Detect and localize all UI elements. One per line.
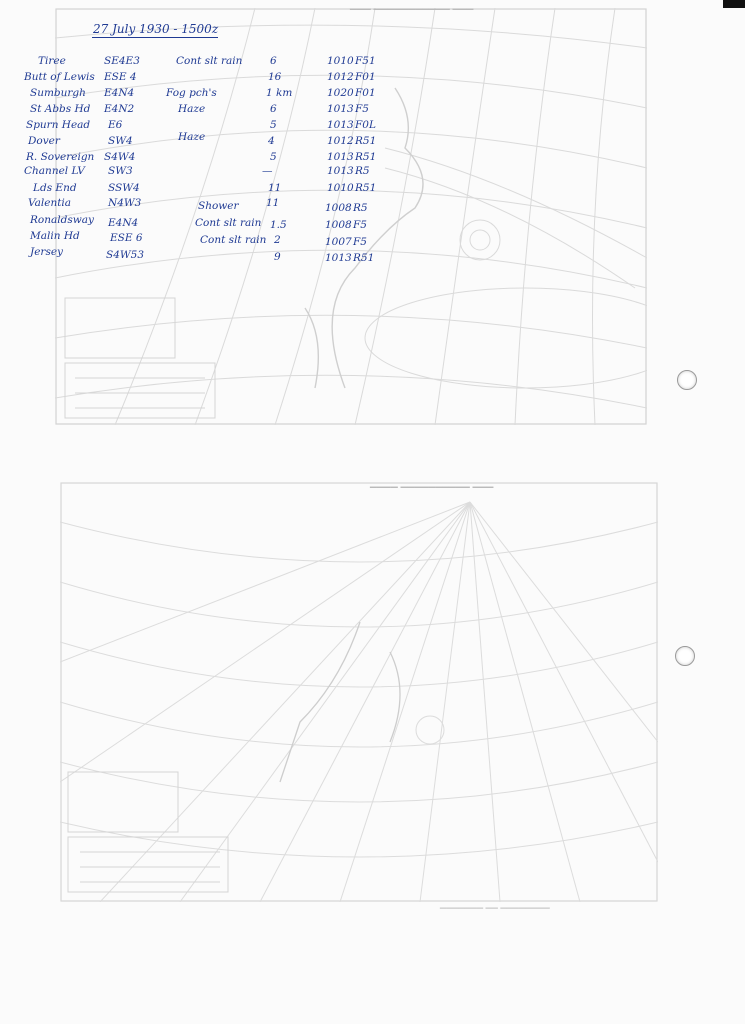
tendency: F51 <box>355 55 376 67</box>
tendency: R51 <box>355 151 377 163</box>
tendency: R5 <box>353 202 368 214</box>
visibility: 11 <box>268 182 282 194</box>
punch-hole-icon <box>675 646 695 666</box>
visibility: 6 <box>270 103 277 115</box>
pressure: 1013 <box>327 119 354 131</box>
pressure: 1008 <box>325 219 352 231</box>
pressure: 1012 <box>327 71 354 83</box>
document-title: 27 July 1930 - 1500z <box>93 22 219 36</box>
visibility: 5 <box>270 119 277 131</box>
wind: SE4E3 <box>104 55 140 67</box>
wind: ESE 6 <box>110 232 143 244</box>
wind: S4W4 <box>104 151 136 163</box>
tendency: R51 <box>355 135 377 147</box>
wind: E4N4 <box>104 87 135 99</box>
show-through-stamp: ▔▔▔▔▔▔▔▔ ▔▔ ▔▔▔▔▔▔▔ <box>440 908 550 917</box>
tendency: F0L <box>355 119 376 131</box>
upper-chart-mirrored-header: ▔▔▔ ▔▔▔▔▔▔▔▔▔▔▔ ▔▔▔ <box>350 10 474 20</box>
tendency: R5 <box>355 165 370 177</box>
wind: N4W3 <box>108 197 142 209</box>
wind: ESE 4 <box>104 71 137 83</box>
wind: SW4 <box>108 135 133 147</box>
station-name: Sumburgh <box>30 87 86 99</box>
lower-weather-chart <box>60 482 658 902</box>
pressure: 1013 <box>325 252 352 264</box>
pressure: 1020 <box>327 87 354 99</box>
wind: S4W53 <box>106 249 145 261</box>
station-name: Lds End <box>33 182 77 194</box>
station-name: Valentia <box>28 197 72 209</box>
pressure: 1007 <box>325 236 352 248</box>
tendency: R51 <box>353 252 375 264</box>
wind: SW3 <box>108 165 133 177</box>
visibility: 1.5 <box>270 219 287 231</box>
punch-hole-icon <box>677 370 697 390</box>
station-name: Tiree <box>38 55 66 67</box>
wind: E6 <box>108 119 123 131</box>
weather: Haze <box>178 103 206 115</box>
pressure: 1012 <box>327 135 354 147</box>
pressure: 1008 <box>325 202 352 214</box>
weather: Haze <box>178 131 206 143</box>
pressure: 1013 <box>327 103 354 115</box>
tendency: F5 <box>353 236 367 248</box>
visibility: 5 <box>270 151 277 163</box>
station-name: Channel LV <box>24 165 85 177</box>
tendency: R51 <box>355 182 377 194</box>
visibility: 9 <box>274 251 281 263</box>
visibility: 2 <box>274 234 281 246</box>
tendency: F5 <box>353 219 367 231</box>
pressure: 1010 <box>327 182 354 194</box>
pressure: 1010 <box>327 55 354 67</box>
station-name: Spurn Head <box>26 119 91 131</box>
visibility: 16 <box>268 71 282 83</box>
tendency: F01 <box>355 87 376 99</box>
visibility: 4 <box>268 135 275 147</box>
station-name: Malin Hd <box>30 230 80 242</box>
weather: Shower <box>198 200 239 212</box>
station-name: St Abbs Hd <box>30 103 91 115</box>
weather: Cont slt rain <box>176 55 243 67</box>
station-name: Butt of Lewis <box>24 71 95 83</box>
weather: Fog pch's <box>166 87 217 99</box>
station-name: Dover <box>28 135 60 147</box>
station-name: Jersey <box>30 246 63 258</box>
tendency: F5 <box>355 103 369 115</box>
tendency: F01 <box>355 71 376 83</box>
weather: Cont slt rain <box>195 217 262 229</box>
lower-chart-graphic <box>60 482 658 902</box>
scan-corner-mark <box>723 0 745 8</box>
visibility: 11 <box>266 197 280 209</box>
title-underline <box>92 37 218 38</box>
lower-chart-mirrored-header: ▔▔▔ ▔▔▔▔▔▔▔▔▔▔ ▔▔▔▔ <box>370 488 494 498</box>
pressure: 1013 <box>327 151 354 163</box>
station-name: Ronaldsway <box>30 214 94 226</box>
visibility: — <box>262 165 273 177</box>
station-name: R. Sovereign <box>26 151 95 163</box>
pressure: 1013 <box>327 165 354 177</box>
weather: Cont slt rain <box>200 234 267 246</box>
visibility: 1 km <box>266 87 293 99</box>
wind: E4N2 <box>104 103 135 115</box>
wind: E4N4 <box>108 217 139 229</box>
wind: SSW4 <box>108 182 140 194</box>
visibility: 6 <box>270 55 277 67</box>
